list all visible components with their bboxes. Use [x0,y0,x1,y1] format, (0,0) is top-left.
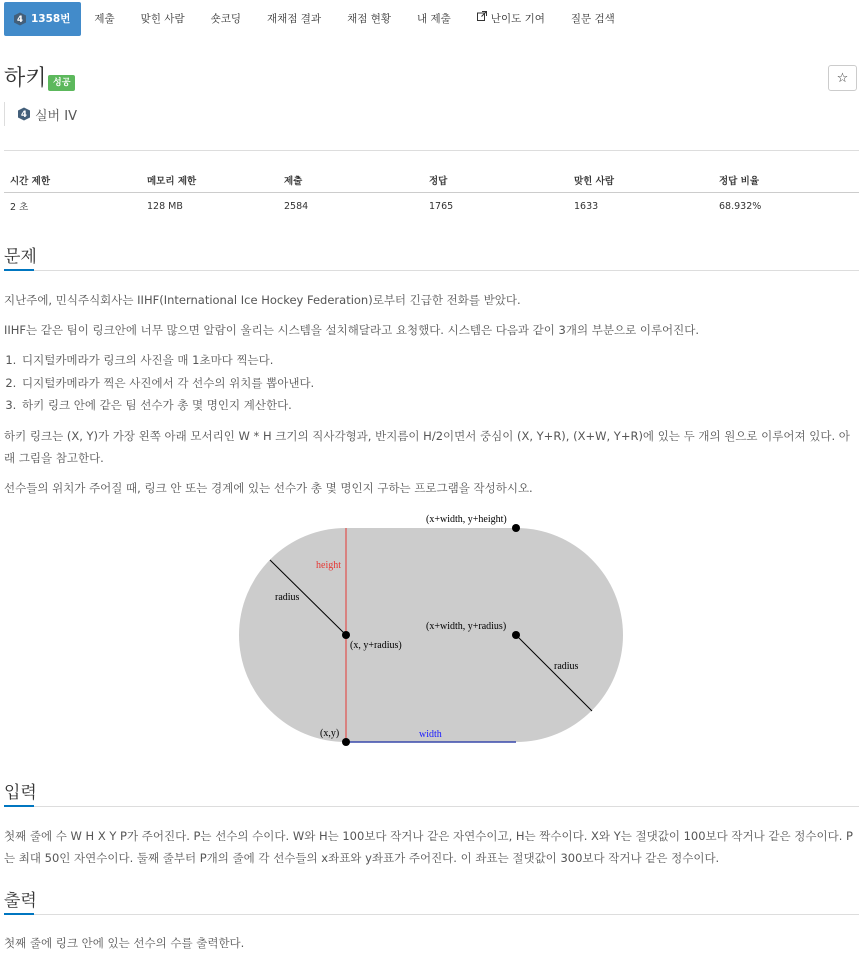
cell-memory-limit: 128 MB [147,200,183,212]
tab-label: 맞힌 사람 [140,13,185,25]
divider [4,806,859,807]
divider [4,270,859,271]
cell-accepted: 1765 [429,200,454,212]
section-underline [4,913,34,915]
problem-paragraph-1: 지난주에, 민식주식회사는 IIHF(International Ice Hockey Federation)로부터 긴급한 전화를 받았다. [4,293,521,307]
section-heading-output: 출력 [4,891,37,911]
problem-info-table [4,168,859,219]
cell-time-limit: 2 초 [10,202,29,213]
problem-steps-list [4,349,314,417]
tab-problem-number[interactable] [4,2,81,36]
silver-4-tier-icon [13,12,27,26]
favorite-star-button[interactable] [828,65,857,91]
tab-label: 제출 [94,13,115,25]
tab-my-submissions[interactable] [404,2,464,36]
list-item: 1. 디지털카메라가 링크의 사진을 매 1초마다 찍는다. [20,349,314,372]
problem-paragraph-3: 하키 링크는 (X, Y)가 가장 왼쪽 아래 모서리인 W * H 크기의 직사각형과, 반지름이 H/2이면서 중심이 (X, Y+R), (X+W, Y+R)에 있는 두 개의 원으로 이루어져 있다. 아래 그림을 참고한다. [4,429,850,465]
section-underline [4,269,34,271]
problem-paragraph-4: 선수들의 위치가 주어질 때, 링크 안 또는 경계에 있는 선수가 총 몇 명인지 구하는 프로그램을 작성하시오. [4,481,533,495]
svg-text:4: 4 [21,110,27,121]
divider [4,150,859,151]
input-description: 첫째 줄에 수 W H X Y P가 주어진다. P는 선수의 수이다. W와 H는 100보다 작거나 같은 자연수이고, H는 짝수이다. X와 Y는 절댓값이 100보다 작거나 같은 정수이다. P는 최대 50인 자연수이다. 둘째 줄부터 P개의 줄에 각 선수들의 x좌표와 y좌표가 주어진다. 이 좌표는 절댓값이 300보다 작거나 같은 정수이다. [4,829,853,865]
header-submissions: 제출 [278,168,423,193]
header-accept-ratio: 정답 비율 [713,168,859,193]
header-time-limit: 시간 제한 [4,168,141,193]
cell-submissions: 2584 [284,200,309,212]
svg-text:4: 4 [17,15,23,26]
point-top-right [512,524,520,532]
tab-rejudge-results[interactable] [254,2,334,36]
tab-submit[interactable] [81,2,127,36]
hockey-rink-figure [238,508,628,753]
problem-tier [4,102,77,126]
header-solved-users: 맞힌 사람 [568,168,713,193]
header-memory-limit: 메모리 제한 [141,168,278,193]
tab-short-coding[interactable] [198,2,254,36]
point-center-left [342,631,350,639]
star-icon: ☆ [836,71,849,86]
label-center-right: (x+width, y+radius) [426,621,507,632]
point-origin [342,738,350,746]
divider [4,914,859,915]
tab-label: 숏코딩 [210,13,242,25]
point-center-right [512,631,520,639]
silver-4-tier-icon [17,107,31,121]
label-width: width [419,729,442,740]
tab-question-search[interactable] [558,2,628,36]
external-link-icon [477,2,487,36]
label-center-left: (x, y+radius) [350,640,402,651]
tab-judge-status[interactable] [334,2,404,36]
problem-paragraph-2: IIHF는 같은 팀이 링크안에 너무 많으면 알람이 울리는 시스템을 설치해달라고 요청했다. 시스템은 다음과 같이 3개의 부분으로 이루어진다. [4,323,700,337]
problem-menu-tabs [4,2,628,36]
list-item: 3. 하키 링크 안에 같은 팀 선수가 총 몇 명인지 계산한다. [20,394,314,417]
list-item: 2. 디지털카메라가 찍은 사진에서 각 선수의 위치를 뽑아낸다. [20,372,314,395]
tab-difficulty-contribution[interactable] [464,2,558,36]
tab-solved-users[interactable] [128,2,198,36]
cell-solved-users: 1633 [574,200,599,212]
tab-label: 채점 현황 [347,13,392,25]
section-heading-problem: 문제 [4,247,37,267]
label-radius-right: radius [554,661,579,672]
label-top-right: (x+width, y+height) [426,514,507,525]
tab-label: 내 제출 [417,13,451,25]
label-origin: (x,y) [320,728,340,739]
tab-label: 재채점 결과 [267,13,322,25]
tab-label: 질문 검색 [570,13,615,25]
label-height: height [316,560,341,571]
output-description: 첫째 줄에 링크 안에 있는 선수의 수를 출력한다. [4,936,245,950]
section-underline [4,805,34,807]
tier-label[interactable]: 실버 IV [35,108,77,124]
table-header-row [4,168,859,193]
tab-label: 난이도 기여 [490,13,545,25]
status-badge: 성공 [48,75,75,91]
tab-label: 1358번 [31,13,71,25]
rink-shape [239,528,623,742]
table-row [4,193,859,220]
problem-title: 하키 [4,66,47,91]
label-radius-left: radius [275,592,300,603]
cell-accept-ratio: 68.932% [719,200,762,212]
header-accepted: 정답 [423,168,568,193]
section-heading-input: 입력 [4,783,37,803]
